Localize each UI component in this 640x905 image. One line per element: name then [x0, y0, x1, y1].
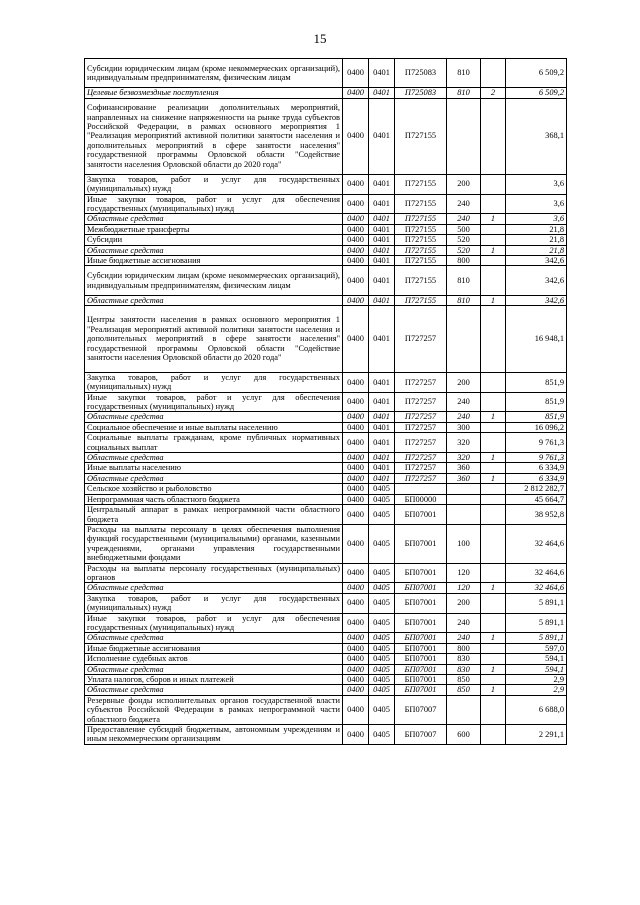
section-code-cell: 0400: [343, 695, 369, 724]
source-code-cell: [481, 392, 506, 412]
subsection-code-cell: 0405: [369, 685, 395, 695]
table-row: [85, 372, 567, 392]
target-article-cell: П727257: [395, 392, 447, 412]
source-code-cell: [481, 194, 506, 214]
row-name-cell: Закупка товаров, работ и услуг для государственных (муниципальных) нужд: [85, 593, 343, 613]
subsection-code-cell: 0405: [369, 494, 395, 504]
row-name-cell: Закупка товаров, работ и услуг для государственных (муниципальных) нужд: [85, 174, 343, 194]
subsection-code-cell: 0401: [369, 224, 395, 234]
row-name-cell: Областные средства: [85, 664, 343, 674]
expense-type-cell: 520: [447, 245, 481, 255]
source-code-cell: [481, 463, 506, 473]
subsection-code-cell: 0405: [369, 695, 395, 724]
row-name-cell: Областные средства: [85, 412, 343, 422]
table-row: [85, 505, 567, 525]
amount-cell: 851,9: [506, 412, 567, 422]
amount-cell: 32 464,6: [506, 583, 567, 593]
source-code-cell: [481, 593, 506, 613]
expense-type-cell: 320: [447, 453, 481, 463]
source-code-cell: 1: [481, 412, 506, 422]
row-name-cell: Расходы на выплаты персоналу в целях обеспечения выполнения функций государственными (муниципальными) органами, казенными учреждениями, органами управления государственными внебюджетными фондами: [85, 524, 343, 563]
section-code-cell: 0400: [343, 88, 369, 98]
expense-type-cell: 200: [447, 372, 481, 392]
expense-type-cell: [447, 494, 481, 504]
source-code-cell: [481, 266, 506, 295]
expense-type-cell: 120: [447, 583, 481, 593]
section-code-cell: 0400: [343, 214, 369, 224]
amount-cell: 6 509,2: [506, 59, 567, 88]
expense-type-cell: 240: [447, 194, 481, 214]
source-code-cell: [481, 306, 506, 373]
section-code-cell: 0400: [343, 613, 369, 633]
amount-cell: 5 891,1: [506, 593, 567, 613]
expense-type-cell: 810: [447, 59, 481, 88]
section-code-cell: 0400: [343, 266, 369, 295]
target-article-cell: П727257: [395, 473, 447, 483]
section-code-cell: 0400: [343, 256, 369, 266]
table-row: [85, 235, 567, 245]
expense-type-cell: 500: [447, 224, 481, 234]
expense-type-cell: 240: [447, 613, 481, 633]
expense-type-cell: 830: [447, 664, 481, 674]
expense-type-cell: 830: [447, 654, 481, 664]
row-name-cell: Софинансирование реализации дополнительных мероприятий, направленных на снижение напряженности на рынке труда субъектов Российской Федерации, в рамках основного мероприятия 1 "Реализация мероприятий активной политики занятости населения и дополнительных мероприятий в сфере занятости населения" государственной программы Орловской области "Содействие занятости населения Орловской области до 2020 года": [85, 98, 343, 174]
source-code-cell: [481, 256, 506, 266]
section-code-cell: 0400: [343, 494, 369, 504]
target-article-cell: БП07001: [395, 654, 447, 664]
page-number: 15: [313, 31, 327, 46]
subsection-code-cell: 0401: [369, 59, 395, 88]
subsection-code-cell: 0401: [369, 256, 395, 266]
section-code-cell: 0400: [343, 633, 369, 643]
subsection-code-cell: 0401: [369, 392, 395, 412]
section-code-cell: 0400: [343, 295, 369, 305]
amount-cell: 21,8: [506, 224, 567, 234]
target-article-cell: БП00000: [395, 494, 447, 504]
target-article-cell: П727155: [395, 256, 447, 266]
expense-type-cell: [447, 306, 481, 373]
source-code-cell: 1: [481, 245, 506, 255]
table-row: [85, 593, 567, 613]
table-row: [85, 224, 567, 234]
section-code-cell: 0400: [343, 98, 369, 174]
source-code-cell: 2: [481, 88, 506, 98]
row-name-cell: Субсидии: [85, 235, 343, 245]
subsection-code-cell: 0401: [369, 412, 395, 422]
amount-cell: 2,9: [506, 685, 567, 695]
subsection-code-cell: 0405: [369, 633, 395, 643]
subsection-code-cell: 0405: [369, 613, 395, 633]
subsection-code-cell: 0401: [369, 422, 395, 432]
section-code-cell: 0400: [343, 675, 369, 685]
table-row: [85, 59, 567, 88]
source-code-cell: [481, 174, 506, 194]
section-code-cell: 0400: [343, 306, 369, 373]
source-code-cell: 1: [481, 453, 506, 463]
row-name-cell: Межбюджетные трансферты: [85, 224, 343, 234]
row-name-cell: Сельское хозяйство и рыболовство: [85, 484, 343, 494]
row-name-cell: Областные средства: [85, 583, 343, 593]
row-name-cell: Субсидии юридическим лицам (кроме некоммерческих организаций), индивидуальным предпринимателям, физическим лицам: [85, 266, 343, 295]
subsection-code-cell: 0405: [369, 563, 395, 583]
subsection-code-cell: 0405: [369, 675, 395, 685]
subsection-code-cell: 0401: [369, 266, 395, 295]
amount-cell: 5 891,1: [506, 613, 567, 633]
table-row: [85, 245, 567, 255]
row-name-cell: Уплата налогов, сборов и иных платежей: [85, 675, 343, 685]
target-article-cell: П727257: [395, 433, 447, 453]
amount-cell: 368,1: [506, 98, 567, 174]
subsection-code-cell: 0401: [369, 306, 395, 373]
table-row: [85, 633, 567, 643]
section-code-cell: 0400: [343, 563, 369, 583]
subsection-code-cell: 0401: [369, 235, 395, 245]
row-name-cell: Областные средства: [85, 685, 343, 695]
amount-cell: 38 952,8: [506, 505, 567, 525]
source-code-cell: [481, 524, 506, 563]
table-row: [85, 563, 567, 583]
amount-cell: 851,9: [506, 392, 567, 412]
source-code-cell: 1: [481, 473, 506, 483]
target-article-cell: БП07001: [395, 685, 447, 695]
source-code-cell: [481, 372, 506, 392]
subsection-code-cell: 0401: [369, 473, 395, 483]
row-name-cell: Областные средства: [85, 245, 343, 255]
expense-type-cell: 520: [447, 235, 481, 245]
target-article-cell: БП07001: [395, 563, 447, 583]
expense-type-cell: 600: [447, 725, 481, 745]
target-article-cell: БП07001: [395, 505, 447, 525]
source-code-cell: 1: [481, 633, 506, 643]
row-name-cell: Иные закупки товаров, работ и услуг для обеспечения государственных (муниципальных) нужд: [85, 613, 343, 633]
section-code-cell: 0400: [343, 593, 369, 613]
row-name-cell: Социальное обеспечение и иные выплаты населению: [85, 422, 343, 432]
subsection-code-cell: 0401: [369, 194, 395, 214]
source-code-cell: [481, 654, 506, 664]
target-article-cell: П727155: [395, 214, 447, 224]
expense-type-cell: 810: [447, 266, 481, 295]
source-code-cell: [481, 675, 506, 685]
target-article-cell: БП07001: [395, 593, 447, 613]
section-code-cell: 0400: [343, 433, 369, 453]
source-code-cell: [481, 613, 506, 633]
expense-type-cell: 360: [447, 473, 481, 483]
target-article-cell: БП07007: [395, 695, 447, 724]
table-row: [85, 583, 567, 593]
expense-type-cell: 100: [447, 524, 481, 563]
expense-type-cell: 120: [447, 563, 481, 583]
target-article-cell: П727155: [395, 98, 447, 174]
source-code-cell: [481, 433, 506, 453]
subsection-code-cell: 0401: [369, 214, 395, 224]
expense-type-cell: 800: [447, 256, 481, 266]
section-code-cell: 0400: [343, 422, 369, 432]
section-code-cell: 0400: [343, 453, 369, 463]
subsection-code-cell: 0405: [369, 654, 395, 664]
subsection-code-cell: 0405: [369, 664, 395, 674]
row-name-cell: Областные средства: [85, 633, 343, 643]
table-row: [85, 695, 567, 724]
expense-type-cell: [447, 484, 481, 494]
target-article-cell: П727155: [395, 295, 447, 305]
budget-table: [84, 58, 567, 745]
target-article-cell: П727257: [395, 422, 447, 432]
table-row: [85, 392, 567, 412]
amount-cell: 6 688,0: [506, 695, 567, 724]
budget-table-body: [85, 59, 567, 745]
section-code-cell: 0400: [343, 505, 369, 525]
target-article-cell: П727155: [395, 235, 447, 245]
row-name-cell: Областные средства: [85, 214, 343, 224]
row-name-cell: Иные выплаты населению: [85, 463, 343, 473]
expense-type-cell: 240: [447, 214, 481, 224]
section-code-cell: 0400: [343, 583, 369, 593]
amount-cell: 9 761,3: [506, 433, 567, 453]
subsection-code-cell: 0401: [369, 463, 395, 473]
table-row: [85, 664, 567, 674]
table-row: [85, 422, 567, 432]
amount-cell: 21,8: [506, 235, 567, 245]
target-article-cell: П727155: [395, 194, 447, 214]
amount-cell: 342,6: [506, 295, 567, 305]
expense-type-cell: [447, 695, 481, 724]
expense-type-cell: 810: [447, 295, 481, 305]
amount-cell: 6 334,9: [506, 463, 567, 473]
expense-type-cell: 200: [447, 174, 481, 194]
expense-type-cell: 800: [447, 643, 481, 653]
target-article-cell: П727257: [395, 372, 447, 392]
expense-type-cell: 320: [447, 433, 481, 453]
source-code-cell: [481, 643, 506, 653]
table-row: [85, 473, 567, 483]
amount-cell: 594,1: [506, 654, 567, 664]
amount-cell: 5 891,1: [506, 633, 567, 643]
target-article-cell: П727155: [395, 174, 447, 194]
section-code-cell: 0400: [343, 412, 369, 422]
row-name-cell: Центры занятости населения в рамках основного мероприятия 1 "Реализация мероприятий активной политики занятости населения и дополнительных мероприятий в сфере занятости населения" государственной программы Орловской области "Содействие занятости населения Орловской области до 2020 года": [85, 306, 343, 373]
expense-type-cell: [447, 98, 481, 174]
amount-cell: 21,8: [506, 245, 567, 255]
target-article-cell: БП07001: [395, 633, 447, 643]
subsection-code-cell: 0405: [369, 484, 395, 494]
expense-type-cell: 300: [447, 422, 481, 432]
expense-type-cell: 850: [447, 675, 481, 685]
section-code-cell: 0400: [343, 685, 369, 695]
target-article-cell: П727155: [395, 224, 447, 234]
table-row: [85, 174, 567, 194]
amount-cell: 342,6: [506, 256, 567, 266]
subsection-code-cell: 0401: [369, 88, 395, 98]
source-code-cell: 1: [481, 664, 506, 674]
target-article-cell: БП07001: [395, 664, 447, 674]
amount-cell: 2 291,1: [506, 725, 567, 745]
subsection-code-cell: 0401: [369, 98, 395, 174]
amount-cell: 32 464,6: [506, 524, 567, 563]
amount-cell: 9 761,3: [506, 453, 567, 463]
row-name-cell: Расходы на выплаты персоналу государственных (муниципальных) органов: [85, 563, 343, 583]
source-code-cell: [481, 235, 506, 245]
amount-cell: 3,6: [506, 174, 567, 194]
amount-cell: 45 664,7: [506, 494, 567, 504]
section-code-cell: 0400: [343, 654, 369, 664]
section-code-cell: 0400: [343, 235, 369, 245]
table-row: [85, 654, 567, 664]
source-code-cell: [481, 494, 506, 504]
table-row: [85, 98, 567, 174]
source-code-cell: [481, 224, 506, 234]
target-article-cell: П727257: [395, 463, 447, 473]
section-code-cell: 0400: [343, 643, 369, 653]
section-code-cell: 0400: [343, 372, 369, 392]
table-row: [85, 613, 567, 633]
section-code-cell: 0400: [343, 664, 369, 674]
row-name-cell: Центральный аппарат в рамках непрограммной части областного бюджета: [85, 505, 343, 525]
subsection-code-cell: 0401: [369, 372, 395, 392]
row-name-cell: Иные закупки товаров, работ и услуг для обеспечения государственных (муниципальных) нужд: [85, 392, 343, 412]
row-name-cell: Непрограммная часть областного бюджета: [85, 494, 343, 504]
row-name-cell: Субсидии юридическим лицам (кроме некоммерческих организаций), индивидуальным предпринимателям, физическим лицам: [85, 59, 343, 88]
expense-type-cell: 810: [447, 88, 481, 98]
table-row: [85, 88, 567, 98]
table-row: [85, 524, 567, 563]
row-name-cell: Предоставление субсидий бюджетным, автономным учреждениям и иным некоммерческим организациям: [85, 725, 343, 745]
expense-type-cell: 360: [447, 463, 481, 473]
target-article-cell: БП07001: [395, 613, 447, 633]
subsection-code-cell: 0401: [369, 453, 395, 463]
row-name-cell: Иные закупки товаров, работ и услуг для обеспечения государственных (муниципальных) нужд: [85, 194, 343, 214]
amount-cell: 32 464,6: [506, 563, 567, 583]
row-name-cell: Иные бюджетные ассигнования: [85, 643, 343, 653]
row-name-cell: Резервные фонды исполнительных органов государственной власти субъектов Российской Федерации в рамках непрограммной части областного бюджета: [85, 695, 343, 724]
row-name-cell: Социальные выплаты гражданам, кроме публичных нормативных социальных выплат: [85, 433, 343, 453]
row-name-cell: Областные средства: [85, 473, 343, 483]
target-article-cell: БП07001: [395, 583, 447, 593]
table-row: [85, 433, 567, 453]
row-name-cell: Областные средства: [85, 453, 343, 463]
expense-type-cell: 240: [447, 633, 481, 643]
amount-cell: 6 509,2: [506, 88, 567, 98]
source-code-cell: [481, 98, 506, 174]
table-row: [85, 256, 567, 266]
table-row: [85, 685, 567, 695]
section-code-cell: 0400: [343, 224, 369, 234]
table-row: [85, 194, 567, 214]
section-code-cell: 0400: [343, 524, 369, 563]
subsection-code-cell: 0405: [369, 524, 395, 563]
subsection-code-cell: 0405: [369, 725, 395, 745]
table-row: [85, 266, 567, 295]
subsection-code-cell: 0401: [369, 245, 395, 255]
target-article-cell: [395, 484, 447, 494]
expense-type-cell: [447, 505, 481, 525]
row-name-cell: Иные бюджетные ассигнования: [85, 256, 343, 266]
source-code-cell: [481, 725, 506, 745]
amount-cell: 3,6: [506, 214, 567, 224]
amount-cell: 2,9: [506, 675, 567, 685]
amount-cell: 851,9: [506, 372, 567, 392]
table-row: [85, 453, 567, 463]
table-row: [85, 412, 567, 422]
subsection-code-cell: 0401: [369, 174, 395, 194]
expense-type-cell: 240: [447, 392, 481, 412]
target-article-cell: БП07001: [395, 675, 447, 685]
table-row: [85, 295, 567, 305]
source-code-cell: [481, 484, 506, 494]
amount-cell: 6 334,9: [506, 473, 567, 483]
target-article-cell: БП07007: [395, 725, 447, 745]
source-code-cell: [481, 59, 506, 88]
amount-cell: 597,0: [506, 643, 567, 653]
target-article-cell: П727155: [395, 245, 447, 255]
amount-cell: 594,1: [506, 664, 567, 674]
source-code-cell: [481, 505, 506, 525]
target-article-cell: П725083: [395, 88, 447, 98]
subsection-code-cell: 0405: [369, 505, 395, 525]
source-code-cell: 1: [481, 295, 506, 305]
section-code-cell: 0400: [343, 392, 369, 412]
table-row: [85, 484, 567, 494]
table-row: [85, 306, 567, 373]
subsection-code-cell: 0405: [369, 593, 395, 613]
table-row: [85, 214, 567, 224]
section-code-cell: 0400: [343, 59, 369, 88]
target-article-cell: БП07001: [395, 643, 447, 653]
source-code-cell: 1: [481, 583, 506, 593]
section-code-cell: 0400: [343, 725, 369, 745]
target-article-cell: П727155: [395, 266, 447, 295]
expense-type-cell: 200: [447, 593, 481, 613]
target-article-cell: П725083: [395, 59, 447, 88]
target-article-cell: П727257: [395, 453, 447, 463]
amount-cell: 2 812 282,7: [506, 484, 567, 494]
target-article-cell: П727257: [395, 412, 447, 422]
row-name-cell: Областные средства: [85, 295, 343, 305]
source-code-cell: 1: [481, 214, 506, 224]
source-code-cell: [481, 695, 506, 724]
section-code-cell: 0400: [343, 484, 369, 494]
section-code-cell: 0400: [343, 194, 369, 214]
row-name-cell: Закупка товаров, работ и услуг для государственных (муниципальных) нужд: [85, 372, 343, 392]
target-article-cell: БП07001: [395, 524, 447, 563]
subsection-code-cell: 0405: [369, 583, 395, 593]
source-code-cell: 1: [481, 685, 506, 695]
source-code-cell: [481, 563, 506, 583]
table-row: [85, 494, 567, 504]
section-code-cell: 0400: [343, 473, 369, 483]
amount-cell: 16 096,2: [506, 422, 567, 432]
expense-type-cell: 850: [447, 685, 481, 695]
section-code-cell: 0400: [343, 463, 369, 473]
amount-cell: 3,6: [506, 194, 567, 214]
table-row: [85, 675, 567, 685]
table-row: [85, 643, 567, 653]
amount-cell: 342,6: [506, 266, 567, 295]
subsection-code-cell: 0405: [369, 643, 395, 653]
source-code-cell: [481, 422, 506, 432]
expense-type-cell: 240: [447, 412, 481, 422]
section-code-cell: 0400: [343, 174, 369, 194]
subsection-code-cell: 0401: [369, 295, 395, 305]
row-name-cell: Исполнение судебных актов: [85, 654, 343, 664]
amount-cell: 16 948,1: [506, 306, 567, 373]
section-code-cell: 0400: [343, 245, 369, 255]
row-name-cell: Целевые безвозмездные поступления: [85, 88, 343, 98]
subsection-code-cell: 0401: [369, 433, 395, 453]
table-row: [85, 463, 567, 473]
table-row: [85, 725, 567, 745]
target-article-cell: П727257: [395, 306, 447, 373]
